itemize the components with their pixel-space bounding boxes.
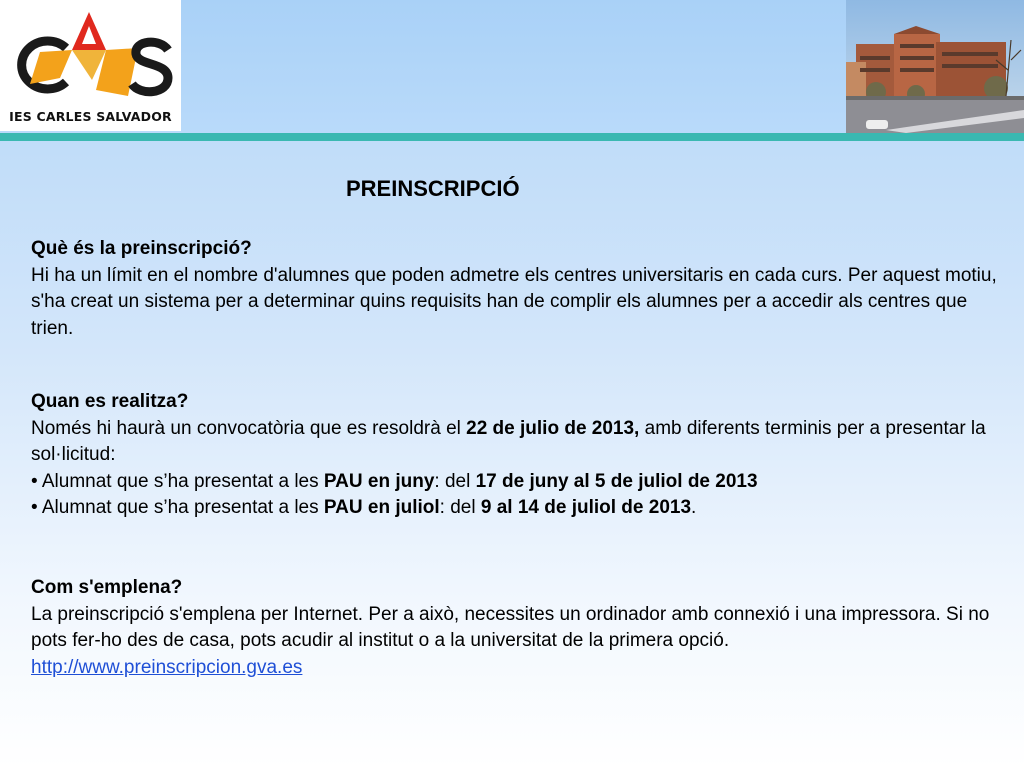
logo-text: IES CARLES SALVADOR <box>9 109 172 124</box>
preinscription-link[interactable]: http://www.preinscripcion.gva.es <box>31 656 303 678</box>
header-divider <box>0 133 1024 141</box>
ies-carles-salvador-logo <box>0 0 181 131</box>
section-heading: Quan es realitza? <box>31 391 189 412</box>
section-how <box>31 575 1006 681</box>
section-intro <box>31 416 1006 469</box>
section-text: Hi ha un límit en el nombre d'alumnes que poden admetre els centres universitaris en cada curs. Per aquest motiu, s'ha creat un sistema per a determinar quins requisits han de complir els alumnes per a accedir als centres que trien. <box>31 264 997 339</box>
intro-text-end: amb diferents terminis per a presentar la sol·licitud: <box>31 417 986 465</box>
section-heading: Com s'emplena? <box>31 577 183 598</box>
section-what-is <box>31 236 1006 342</box>
page-title: PREINSCRIPCIÓ <box>346 176 520 201</box>
intro-text: Només hi haurà un convocatòria que es resoldrà el <box>31 417 467 439</box>
section-text: La preinscripció s'emplena per Internet. Per a això, necessites un ordinador amb connexió i una impressora. Si no pots fer-ho des de casa, pots acudir al institut o a la universitat de la primera opció. <box>31 603 990 651</box>
logo-icon <box>0 0 181 110</box>
school-building-photo <box>846 0 1024 133</box>
section-when <box>31 389 1006 522</box>
bullet-july: • Alumnat que s’ha presentat a les PAU en juliol: del 9 al 14 de juliol de 2013. <box>31 497 697 518</box>
section-heading: Què és la preinscripció? <box>31 238 252 259</box>
bullet-june: • Alumnat que s’ha presentat a les PAU en juny: del 17 de juny al 5 de juliol de 2013 <box>31 470 758 492</box>
resolution-date: 22 de julio de 2013, <box>466 417 640 439</box>
